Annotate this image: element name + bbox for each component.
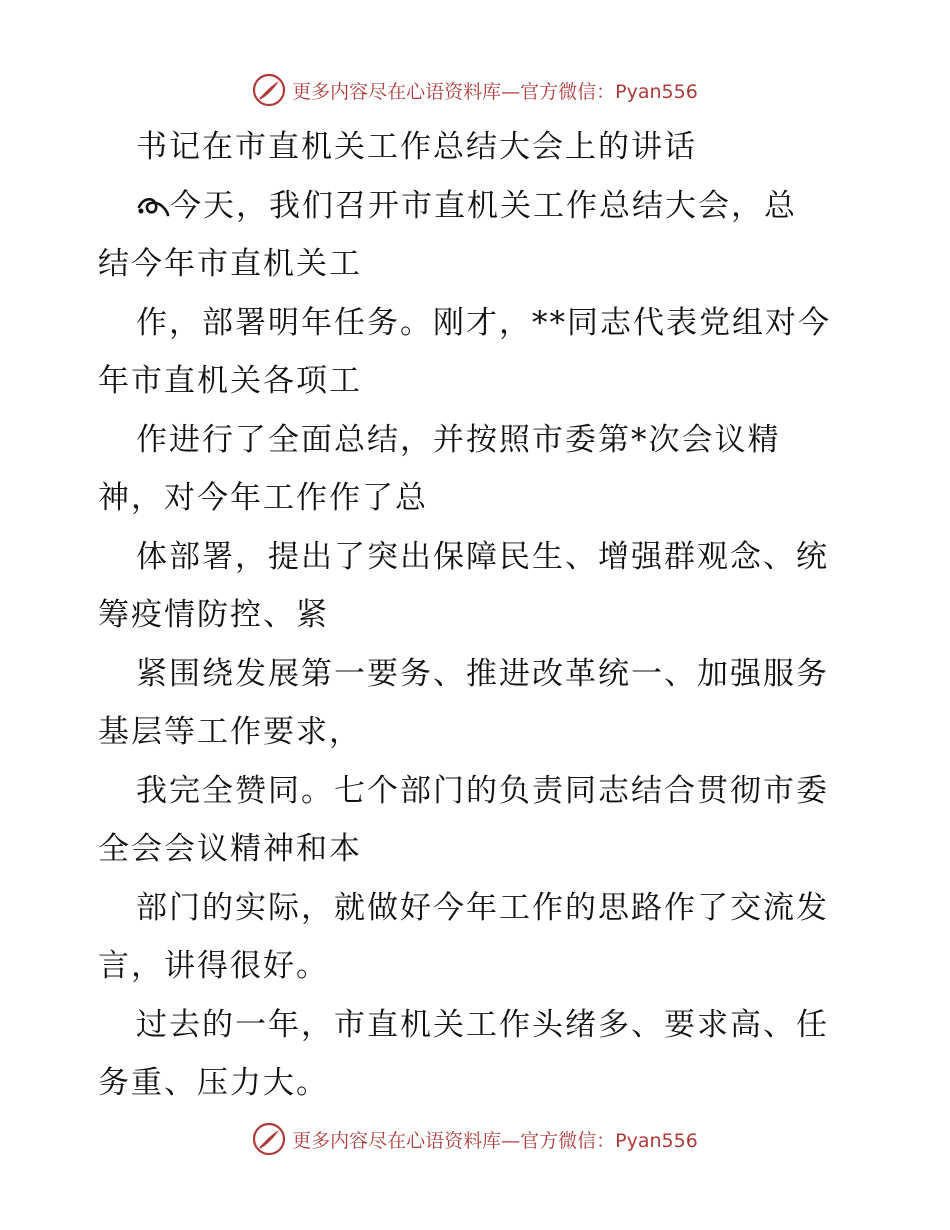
- paragraph-line: 务重、压力大。: [98, 1065, 329, 1101]
- paragraph-line: 作，部署明年任务。刚才，**同志代表党组对今: [136, 304, 831, 341]
- paragraph-line: 体部署，提出了突出保障民生、增强群观念、统: [136, 538, 829, 575]
- header-watermark-banner: [0, 70, 950, 110]
- paragraph-line: 结今年市直机关工: [98, 246, 362, 282]
- paragraph-line: 部门的实际，就做好今年工作的思路作了交流发: [136, 889, 829, 926]
- paragraph-line: 今天，我们召开市直机关工作总结大会，总: [98, 177, 858, 236]
- quill-logo-icon: [252, 73, 286, 107]
- paragraph-line: 我完全赞同。七个部门的负责同志结合贯彻市委: [136, 772, 829, 809]
- header-banner-text: 更多内容尽在心语资料库—官方微信：Pyan556: [292, 80, 698, 103]
- paragraph-line: 紧围绕发展第一要务、推进改革统一、加强服务: [136, 655, 829, 692]
- quill-logo-icon: [252, 1122, 286, 1156]
- paragraph-line: 筹疫情防控、紧: [98, 597, 329, 633]
- document-title: 书记在市直机关工作总结大会上的讲话: [136, 129, 697, 165]
- paragraph-line: 过去的一年，市直机关工作头绪多、要求高、任: [136, 1006, 829, 1043]
- paragraph-line: 年市直机关各项工: [98, 363, 362, 399]
- paragraph-line: 神，对今年工作作了总: [98, 480, 428, 516]
- footer-banner-text: 更多内容尽在心语资料库—官方微信：Pyan556: [292, 1129, 698, 1152]
- paragraph-line: 作进行了全面总结，并按照市委第*次会议精: [136, 421, 781, 458]
- document-body: [98, 118, 858, 1113]
- paragraph-line: 言，讲得很好。: [98, 948, 329, 984]
- footer-watermark-banner: [0, 1119, 950, 1159]
- decorative-flourish-icon: [136, 193, 170, 219]
- paragraph-line: 基层等工作要求，: [98, 714, 362, 750]
- paragraph-line: 全会会议精神和本: [98, 831, 362, 867]
